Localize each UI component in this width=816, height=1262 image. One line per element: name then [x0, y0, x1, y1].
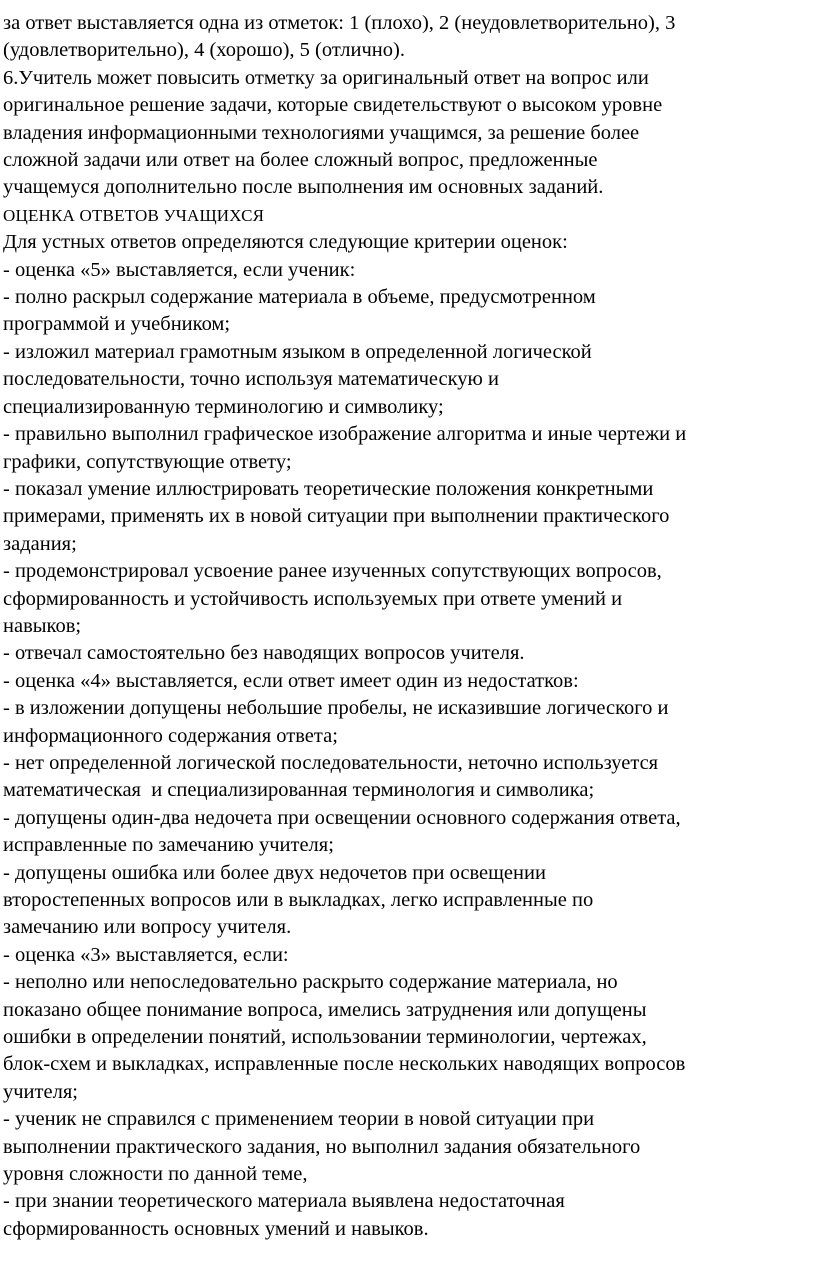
list-item: [3, 969, 816, 1106]
text-line: второстепенных вопросов или в выкладках, легко исправленные по: [3, 889, 594, 911]
text-line: - продемонстрировал усвоение ранее изученных сопутствующих вопросов,: [3, 560, 662, 583]
list-item: [3, 1106, 816, 1188]
grade-3-intro: [3, 942, 816, 969]
text-line: исправленные по замечанию учителя;: [3, 834, 334, 857]
text-line: 6.Учитель может повысить отметку за оригинальный ответ на вопрос или: [3, 66, 649, 89]
text-line: - отвечал самостоятельно без наводящих вопросов учителя.: [3, 642, 525, 665]
text-line: - допущены ошибка или более двух недочетов при освещении: [3, 861, 546, 884]
text-line: навыков;: [3, 614, 82, 637]
list-item: [3, 284, 816, 339]
text-line: - в изложении допущены небольшие пробелы, не исказившие логического и: [3, 697, 669, 720]
text-line: - при знании теоретического материала выявлена недостаточная: [3, 1190, 565, 1213]
text-line: задания;: [3, 532, 77, 555]
text-line: графики, сопутствующие ответу;: [3, 450, 292, 473]
text-line: - изложил материал грамотным языком в определенной логической: [3, 340, 592, 363]
text-line: математическая и специализированная терминология и символика;: [3, 779, 595, 802]
text-line: - оценка «5» выставляется, если ученик:: [3, 258, 356, 281]
list-item: [3, 476, 816, 558]
text-line: уровня сложности по данной теме,: [3, 1163, 308, 1186]
text-line: информационного содержания ответа;: [3, 724, 338, 747]
text-line: ошибки в определении понятий, использовании терминологии, чертежах,: [3, 1026, 647, 1049]
text-line: показано общее понимание вопроса, имелись затруднения или допущены: [3, 998, 647, 1021]
text-line: последовательности, точно используя математическую и: [3, 368, 499, 391]
text-line: специализированную терминологию и символику;: [3, 395, 444, 418]
text-line: блок-схем и выкладках, исправленные после нескольких наводящих вопросов: [3, 1053, 686, 1076]
text-line: - ученик не справился с применением теории в новой ситуации при: [3, 1108, 595, 1131]
grade-4-intro: [3, 668, 816, 695]
text-line: учащемуся дополнительно после выполнения им основных заданий.: [3, 176, 604, 199]
text-line: - полно раскрыл содержание материала в объеме, предусмотренном: [3, 286, 596, 309]
list-item: [3, 750, 816, 805]
text-line: - оценка «4» выставляется, если ответ имеет один из недостатков:: [3, 669, 579, 692]
text-line: - нет определенной логической последовательности, неточно используется: [3, 751, 659, 774]
text-line: Для устных ответов определяются следующие критерии оценок:: [3, 231, 568, 254]
list-item: [3, 805, 816, 860]
text-line: сформированность основных умений и навыков.: [3, 1217, 429, 1240]
text-line: примерами, применять их в новой ситуации при выполнении практического: [3, 505, 670, 528]
text-line: владения информационными технологиями учащимся, за решение более: [3, 121, 640, 144]
text-line: программой и учебником;: [3, 313, 231, 336]
text-line: сложной задачи или ответ на более сложный вопрос, предложенные: [3, 149, 598, 172]
list-item: [3, 640, 816, 667]
text-line: (удовлетворительно), 4 (хорошо), 5 (отлично).: [3, 39, 405, 62]
grade-5-intro: [3, 257, 816, 284]
list-item: [3, 339, 816, 421]
section-heading: [3, 202, 816, 229]
text-line: - допущены один-два недочета при освещении основного содержания ответа,: [3, 806, 681, 829]
text-line: - правильно выполнил графическое изображение алгоритма и иные чертежи и: [3, 423, 687, 446]
text-line: - оценка «3» выставляется, если:: [3, 943, 289, 966]
grade-scale-paragraph: [3, 10, 816, 65]
text-line: учителя;: [3, 1080, 78, 1103]
text-line: - неполно или непоследовательно раскрыто содержание материала, но: [3, 971, 618, 994]
list-item: [3, 421, 816, 476]
text-line: за ответ выставляется одна из отметок: 1 (плохо), 2 (неудовлетворительно), 3: [3, 12, 676, 34]
text-line: - показал умение иллюстрировать теоретические положения конкретными: [3, 477, 654, 500]
heading-text: ОЦЕНКА ОТВЕТОВ УЧАЩИХСЯ: [3, 205, 265, 225]
oral-criteria-intro: [3, 229, 816, 256]
list-item: [3, 558, 816, 640]
list-item: [3, 695, 816, 750]
list-item: [3, 1188, 816, 1243]
text-line: замечанию или вопросу учителя.: [3, 916, 292, 939]
text-line: сформированность и устойчивость используемых при ответе умений и: [3, 587, 623, 610]
text-line: выполнении практического задания, но выполнил задания обязательного: [3, 1135, 641, 1158]
item-6-paragraph: [3, 65, 816, 202]
list-item: [3, 860, 816, 942]
text-line: оригинальное решение задачи, которые свидетельствуют о высоком уровне: [3, 94, 663, 117]
